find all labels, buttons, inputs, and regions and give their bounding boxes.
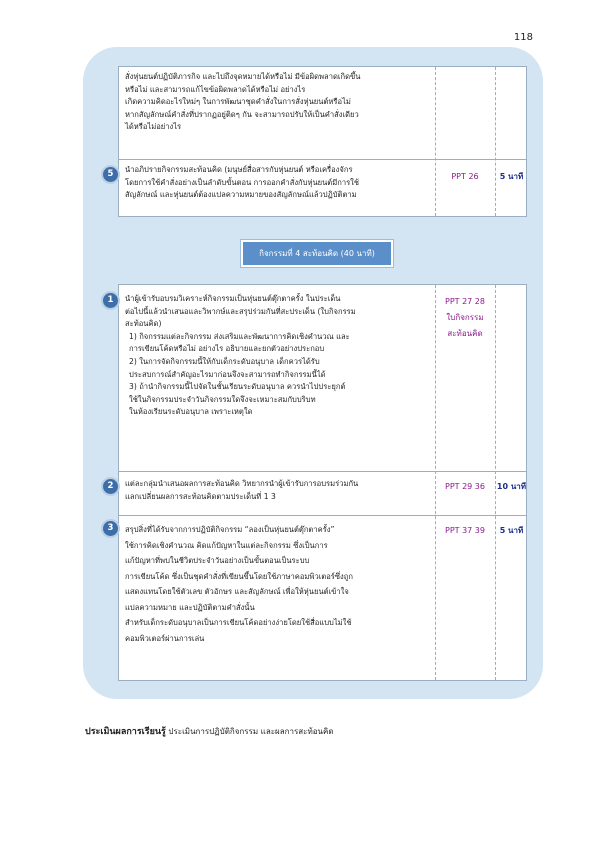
list-item: 3) ถ้านำกิจกรรมนี้ไปจัดในชั้นเรียนระดับอนุบาล ควรนำไปประยุกต์ ใช้ในกิจกรรมประจำวันกิจกรรมใดจึงจะเหมาะสมกับบริบท ในห้องเรียนระดับอนุบาล เพราะเหตุใด (129, 382, 346, 417)
step-2-text: แต่ละกลุ่มนำเสนอผลการสะท้อนคิด วิทยากรนำผู้เข้ารับการอบรมร่วมกัน แลกเปลี่ยนผลการสะท้อนคิดตามประเด็นที่ 1 3 (125, 479, 359, 501)
step-1-ppt: PPT 27 28 ใบกิจกรรม สะท้อนคิด (445, 297, 485, 338)
step-3-time: 5 นาที (499, 526, 524, 535)
step-1-badge: 1 (101, 291, 120, 310)
step-2-badge: 2 (101, 477, 120, 496)
step-5-badge: 5 (101, 165, 120, 184)
evaluation-line (85, 724, 334, 738)
evaluation-label: ประเมินผลการเรียนรู้ (85, 727, 166, 737)
table-row (119, 160, 526, 218)
table-row (119, 472, 526, 516)
step-1-text: นำผู้เข้ารับอบรมวิเคราะห์กิจกรรมเป็นหุ่นยนต์ตุ๊กตาครั้ง ในประเด็น ต่อไปนี้แล้วนำเสนอและวิพากษ์และสรุปร่วมกันที่สะประเด็น (ใบกิจกรรม สะท้อนคิด) 1) กิจกรรมแต่ละกิจกรรม ส่งเสริมและพัฒนาการคิดเชิงคำนวณ และ การเขียนโค้ดหรือไม่ อย่างไร อธิบายและยกตัวอย่างประกอบ 2) ในการจัดกิจกรรมนี้ให้กับเด็กระดับอนุบาล เด็กควรได้รับ ประสบการณ์สำคัญอะไรมาก่อนจึงจะสามารถทำกิจกรรมนี้ได้ 3) ถ้านำกิจกรรมนี้ไปจัดในชั้นเรียนระดับอนุบาล ควรนำไปประยุกต์ ใช้ในกิจกรรมประจำวันกิจกรรมใดจึงจะเหมาะสมกับบริบท ในห้องเรียนระดับอนุบาล เพราะเหตุใด (125, 293, 435, 419)
step-5-time: 5 นาที (499, 172, 524, 181)
step-5-ppt: PPT 26 (451, 172, 479, 181)
list-item: 1) กิจกรรมแต่ละกิจกรรม ส่งเสริมและพัฒนาการคิดเชิงคำนวณ และ การเขียนโค้ดหรือไม่ อย่างไร อธิบายและยกตัวอย่างประกอบ (129, 331, 350, 354)
table-row (119, 516, 526, 682)
evaluation-text: ประเมินการปฏิบัติกิจกรรม และผลการสะท้อนคิด (168, 727, 334, 736)
table-row (119, 67, 526, 160)
step-3-ppt: PPT 37 39 (445, 526, 485, 535)
step-2-time: 10 นาที (496, 482, 527, 491)
top-table (118, 66, 527, 217)
table-row (119, 285, 526, 472)
page-number: 118 (513, 32, 533, 43)
step-3-badge: 3 (101, 519, 120, 538)
bottom-table (118, 284, 527, 681)
continuation-text: สั่งหุ่นยนต์ปฏิบัติภารกิจ และไปถึงจุดหมายได้หรือไม่ มีข้อผิดพลาดเกิดขึ้น หรือไม่ และสามารถแก้ไขข้อผิดพลาดได้หรือไม่ อย่างไร เกิดความคิดอะไรใหม่ๆ ในการพัฒนาชุดคำสั่งในการสั่งหุ่นยนต์หรือไม่ หากสัญลักษณ์คำสั่งที่ปรากฏอยู่ติดๆ กัน จะสามารถปรับให้เป็นคำสั่งเดียว ได้หรือไม่อย่างไร (125, 72, 361, 132)
step-5-text: นำอภิปรายกิจกรรมสะท้อนคิด (มนุษย์สื่อสารกับหุ่นยนต์ หรือเครื่องจักร โดยการใช้คำสั่งอย่างเป็นลำดับขั้นตอน การออกคำสั่งกับหุ่นยนต์มีการใช้ สัญลักษณ์ และหุ่นยนต์ต้องแปลความหมายของสัญลักษณ์แล้วปฏิบัติตาม (125, 165, 360, 200)
step-2-ppt: PPT 29 36 (445, 482, 485, 491)
activity-banner: กิจกรรมที่ 4 สะท้อนคิด (40 นาที) (241, 240, 393, 267)
step-3-text: สรุปสิ่งที่ได้รับจากการปฏิบัติกิจกรรม “ลองเป็นหุ่นยนต์ตุ๊กตาครั้ง” ใช้การคิดเชิงคำนวณ คิดแก้ปัญหาในแต่ละกิจกรรม ซึ่งเป็นการ แก้ปัญหาที่พบในชีวิตประจำวันอย่างเป็นขั้นตอนเป็นระบบ การเขียนโค้ด ซึ่งเป็นชุดคำสั่งที่เขียนขึ้นโดยใช้ภาษาคอมพิวเตอร์ซึ่งถูก แสดงแทนโดยใช้ตัวเลข ตัวอักษร และสัญลักษณ์ เพื่อให้หุ่นยนต์เข้าใจ แปลความหมาย และปฏิบัติตามคำสั่งนั้น สำหรับเด็กระดับอนุบาลเป็นการเขียนโค้ดอย่างง่ายโดยใช้สื่อแบบไม่ใช้ คอมพิวเตอร์ผ่านการเล่น (125, 525, 353, 643)
list-item: 2) ในการจัดกิจกรรมนี้ให้กับเด็กระดับอนุบาล เด็กควรได้รับ ประสบการณ์สำคัญอะไรมาก่อนจึงจะสามารถทำกิจกรรมนี้ได้ (129, 356, 326, 379)
